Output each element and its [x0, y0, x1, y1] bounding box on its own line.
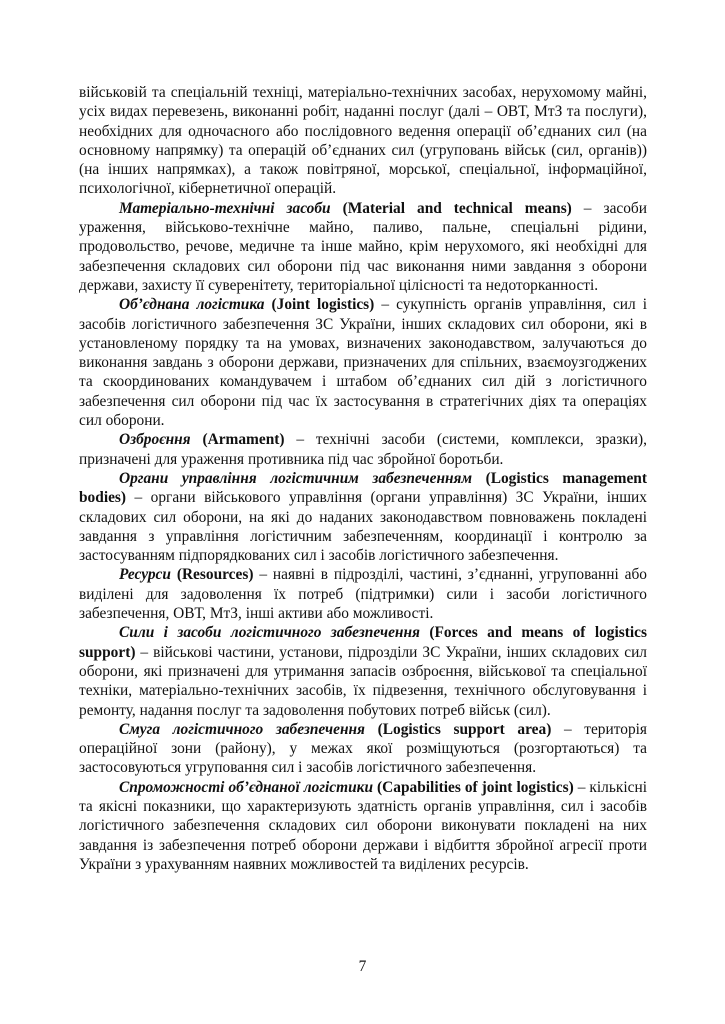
definition-english-term: (Material and technical means): [342, 199, 572, 217]
definition-text: – органи військового управління (органи управління) ЗС України, інших складових сил оборони, на які до наданих законодавством повноважень покладені завдання з управління логістичним забезпеченням, координації і контролю за застосуванням підпорядкованих сил і засобів логістичного забезпечення.: [79, 489, 647, 565]
definition-material-means: [79, 199, 647, 295]
definition-capabilities-joint-logistics: [79, 778, 647, 874]
page-number: 7: [358, 958, 367, 975]
definition-text: – кількісні та якісні показники, що характеризують здатність органів управління, сил і засобів логістичного забезпечення складових сил оборони виконувати покладені на них завдання із забезпечення потреб оборони держави і відбиття збройної агресії проти України з урахуванням наявних можливостей та виділених ресурсів.: [79, 778, 647, 873]
definition-term: Озброєння: [119, 431, 191, 449]
definition-text: – наявні в підрозділі, частині, з’єднанні, угрупованні або виділені для задоволення їх потреб (підтримки) сили і засоби логістичного забезпечення, ОВТ, МтЗ, інші активи або можливості.: [79, 566, 647, 623]
definition-text: – військові частини, установи, підрозділи ЗС України, інших складових сил оборони, які призначені для утримання запасів озброєння, військової та спеціальної техніки, матеріально-технічних засобів, їх підвезення, технічного обслуговування і ремонту, надання послуг та задоволення побутових потреб військ (сил).: [79, 643, 647, 719]
definition-term: Органи управління логістичним забезпеченням: [119, 469, 473, 487]
intro-paragraph: військовій та спеціальній техніці, матеріально-технічних засобах, нерухомому майні, усіх видах перевезень, виконанні робіт, наданні послуг (далі – ОВТ, МтЗ та послуги), необхідних для одночасного або послідовного ведення операції об’єднаних сил (на основному напрямку) та операцій об’єднаних сил (угруповань військ (сил, органів)) (на інших напрямках), а також повітряної, морської, спеціальної, інформаційної, психологічної, кібернетичної операцій.: [79, 84, 647, 198]
definition-text: – сукупність органів управління, сил і засобів логістичного забезпечення ЗС України, інших складових сил оборони, які в установленому порядку та на умовах, визначених законодавством, залучаються до виконання завдань з оборони держави, призначених для спільних, взаємоузгоджених та скоординованих командувачем і штабом об’єднаних сил дій з логістичного забезпечення сил оборони під час їх застосування в стратегічних діях та операціях сил оборони.: [79, 296, 647, 430]
definition-english-term: (Logistics management bodies): [79, 469, 647, 507]
definition-term: Спроможності об’єднаної логістики: [119, 778, 374, 796]
definition-term: Ресурси: [119, 566, 171, 584]
definition-term: Смуга логістичного забезпечення: [119, 720, 365, 738]
definition-armament: [79, 430, 647, 469]
definition-english-term: (Forces and means of logistics support): [79, 624, 647, 661]
definition-forces-and-means: [79, 623, 647, 719]
document-body: [79, 83, 647, 874]
definition-english-term: (Joint logistics): [271, 296, 375, 314]
definition-term: Об’єднана логістика: [119, 296, 265, 314]
definition-term: Сили і засоби логістичного забезпечення: [119, 624, 420, 642]
definition-term: Матеріально-технічні засоби: [119, 199, 331, 217]
definition-text: – технічні засоби (системи, комплекси, зразки), призначені для ураження противника під час збройної боротьби.: [79, 431, 647, 468]
definition-text: – засоби ураження, військово-технічне майно, паливо, пальне, спеціальні рідини, продовольство, речове, медичне та інше майно, крім нерухомого, які необхідні для забезпечення складових сил оборони під час виконання ними завдання з оборони держави, захисту її суверенітету, територіальної цілісності та недоторканності.: [79, 199, 647, 294]
definition-english-term: (Capabilities of joint logistics): [377, 778, 574, 796]
definition-resources: [79, 565, 647, 623]
definition-english-term: (Armament): [202, 431, 285, 449]
definition-english-term: (Logistics support area): [377, 720, 552, 738]
definition-logistics-management-bodies: [79, 469, 647, 565]
definition-logistics-support-area: [79, 720, 647, 778]
definition-english-term: (Resources): [176, 566, 254, 584]
definition-joint-logistics: [79, 295, 647, 430]
definition-text: – територія операційної зони (району), у межах якої розміщуються (розгортаються) та застосовуються угруповання сил і засобів логістичного забезпечення.: [79, 720, 648, 777]
